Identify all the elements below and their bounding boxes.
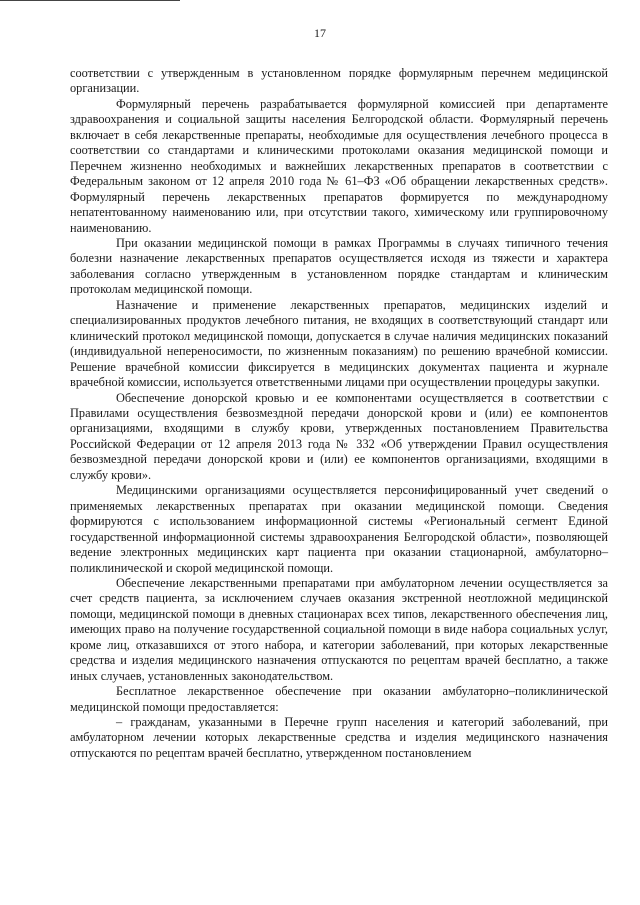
paragraph-free-supply: Бесплатное лекарственное обеспечение при оказании амбулаторно–поликлинической медицинской помощи предоставляется: (70, 684, 608, 714)
page-corner-line (0, 0, 180, 1)
paragraph-citizens-list-item: – гражданам, указанными в Перечне групп населения и категорий заболеваний, при амбулаторном лечении которых лекарственные средства и изделия медицинского назначения отпускаются по рецептам врачей бесплатно, утвержденном постановлением (70, 715, 608, 760)
page-number: 17 (314, 26, 326, 40)
paragraph-donor-blood: Обеспечение донорской кровью и ее компонентами осуществляется в соответствии с Правилами осуществления безвозмездной передачи донорской крови и (или) ее компонентов организациями, входящими в службу крови, утвержденных постановлением Правительства Российской Федерации от 12 апреля 2013 года № 332 «Об утверждении Правил осуществления безвозмездной передачи донорской крови и (или) ее компонентов организациями, входящими в службу крови». (70, 390, 608, 482)
paragraph-personified-records: Медицинскими организациями осуществляется персонифицированный учет сведений о применяемых лекарственных препаратах при оказании медицинской помощи. Сведения формируются с использованием информационной системы «Региональный сегмент Единой государственной информационной системы здравоохранения Белгородской области», позволяющей ведение электронных медицинских карт пациента при оказании стационарной, амбулаторно–поликлинической и скорой медицинской помощи. (70, 483, 608, 575)
paragraph-prescription: Назначение и применение лекарственных препаратов, медицинских изделий и специализированных продуктов лечебного питания, не входящих в соответствующий стандарт или клинический протокол медицинской помощи, допускается в случае наличия медицинских показаний (индивидуальной непереносимости, по жизненным показаниям) по решению врачебной комиссии. Решение врачебной комиссии фиксируется в медицинских документах пациента и журнале врачебной комиссии, используется ответственными лицами при осуществлении процедуры закупки. (70, 297, 608, 390)
document-body (70, 66, 608, 761)
paragraph-typical-course: При оказании медицинской помощи в рамках Программы в случаях типичного течения болезни назначение лекарственных препаратов осуществляется исходя из тяжести и характера заболевания согласно утвержденным в установленном порядке стандартам и клиническим протоколам медицинской помощи. (70, 235, 608, 297)
paragraph-continuation: соответствии с утвержденным в установленном порядке формулярным перечнем медицинской организации. (70, 66, 608, 96)
paragraph-formulary: Формулярный перечень разрабатывается формулярной комиссией при департаменте здравоохранения и социальной защиты населения Белгородской области. Формулярный перечень включает в себя лекарственные препараты, необходимые для осуществления лечебного процесса в соответствии со стандартами и клиническими протоколами оказания медицинской помощи и Перечнем жизненно необходимых и важнейших лекарственных препаратов в соответствии с Федеральным законом от 12 апреля 2010 года № 61–ФЗ «Об обращении лекарственных средств». Формулярный перечень лекарственных препаратов формируется по международному непатентованному наименованию или, при отсутствии такого, химическому или группировочному наименованию. (70, 96, 608, 235)
paragraph-outpatient-supply: Обеспечение лекарственными препаратами при амбулаторном лечении осуществляется за счет средств пациента, за исключением случаев оказания экстренной неотложной медицинской помощи, медицинской помощи в дневных стационарах всех типов, лекарственного обеспечения лиц, имеющих право на получение государственной социальной помощи в виде набора социальных услуг, кроме лиц, отказавшихся от этого набора, и категории заболеваний, при которых лекарственные средства и изделия медицинского назначения отпускаются по рецептам врачей бесплатно, а также иных случаев, установленных законодательством. (70, 575, 608, 683)
